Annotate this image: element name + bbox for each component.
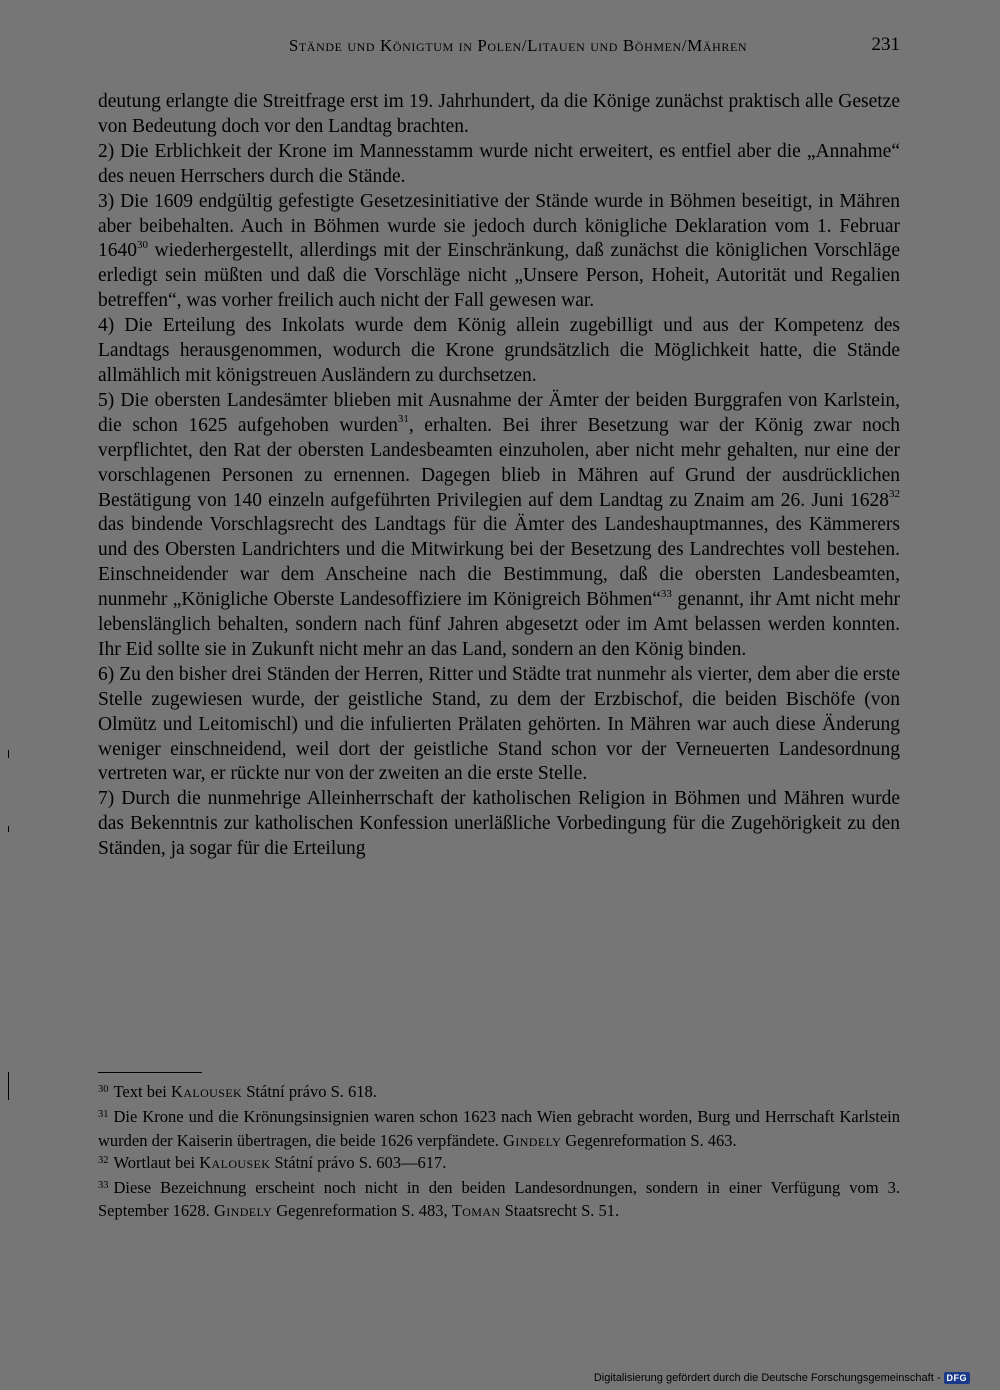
running-head — [98, 36, 900, 60]
footnote-text: Wortlaut bei — [113, 1152, 200, 1172]
scan-margin-mark — [8, 826, 9, 832]
footnote-number: 33 — [98, 1180, 109, 1192]
paragraph-point-3 — [98, 190, 900, 315]
footnote-33 — [98, 1178, 900, 1222]
paragraph-point-4: 4) Die Erteilung des Inkolats wurde dem König allein zugebilligt und aus der Kompetenz des Landtags herausgenommen, wodurch die Krone grundsätzlich die Möglichkeit hatte, die Stände allmählich mit königstreuen Ausländern zu durchsetzen. — [98, 315, 900, 386]
footnote-number: 30 — [98, 1084, 109, 1095]
footnote-text: Staatsrecht S. 51. — [500, 1201, 620, 1221]
footnote-ref-32: 32 — [889, 488, 900, 500]
footnote-text: Die Krone und die Krönungsinsignien waren schon 1623 nach Wien gebracht worden, Burg und Herrschaft Karlstein wurden der Kaiserin übertragen, die beide 1626 verpfändete. — [98, 1107, 900, 1150]
running-title: Stände und Königtum in Polen/Litauen und Böhmen/Mähren — [288, 36, 748, 55]
footnote-text: Státní právo S. 618. — [242, 1082, 377, 1101]
paragraph-text: 3) Die 1609 endgültig gefestigte Gesetzesinitiative der Stände wurde in Böhmen beseitigt, in Mähren aber beibehalten. Auch in Böhmen wurde sie jedoch durch königliche Deklaration vom 1. Februar 1640 — [98, 190, 900, 262]
footnote-author: Gindely — [213, 1201, 273, 1221]
footnote-text: Gegenreformation S. 463. — [561, 1130, 737, 1150]
main-text — [98, 90, 900, 862]
paragraph-point-7: 7) Durch die nunmehrige Alleinherrschaft der katholischen Religion in Böhmen und Mähren wurde das Bekenntnis zur katholischen Konfession unerläßliche Vorbedingung für die Zugehörigkeit zu den Ständen, ja sogar für die Erteilung — [98, 788, 900, 860]
footnotes — [98, 1082, 900, 1224]
scan-margin-mark — [8, 750, 9, 758]
footnote-31 — [98, 1107, 900, 1151]
footnote-ref-31: 31 — [397, 413, 409, 426]
paragraph-point-5 — [98, 389, 900, 663]
footnote-32 — [98, 1153, 900, 1176]
paragraph-point-2: 2) Die Erblichkeit der Krone im Mannesstamm wurde nicht erweitert, es entfiel aber die „Annahme“ des neuen Herrschers durch die Stände. — [98, 140, 900, 187]
footnote-text: Diese Bezeichnung erscheint noch nicht in den beiden Landesordnungen, sondern in einer Verfügung vom 3. September 1628. — [98, 1178, 900, 1221]
footnote-number: 32 — [98, 1154, 109, 1166]
footnote-30 — [98, 1082, 900, 1105]
page-number: 231 — [871, 34, 900, 55]
paragraph-text: 5) Die obersten Landesämter blieben mit Ausnahme der Ämter der beiden Burggrafen von Karlstein, die schon 1625 aufgehoben wurden — [98, 389, 900, 436]
paragraph-text: , erhalten. Bei ihrer Besetzung war der König zwar noch verpflichtet, den Rat der obersten Landesbeamten einzuholen, aber nicht mehr gehalten, nur eine der vorschlagenen Personen zu ernennen. Dagegen blieb in Mähren auf Grund der ausdrücklichen Bestätigung von 140 einzeln aufgeführten Privilegien auf dem Landtag zu Znaim am 26. Juni 1628 — [98, 414, 900, 511]
paragraph-point-6: 6) Zu den bisher drei Ständen der Herren, Ritter und Städte trat nunmehr als vierter, dem aber die erste Stelle zugewiesen wurde, der geistliche Stand, zu dem der Erzbischof, die beiden Bischöfe (von Olmütz und Leitomischl) und die infulierten Prälaten gehörten. In Mähren war auch diese Änderung weniger einschneidend, weil dort der geistliche Stand schon vor der Verneuerten Landesordnung vertreten war, er rückte nur von der zweiten an die erste Stelle. — [98, 663, 900, 785]
digitization-credit — [594, 1368, 970, 1388]
paragraph-text: das bindende Vorschlagsrecht des Landtags für die Ämter des Landeshauptmannes, des Kämmerers und des Obersten Landrichters und die Mitwirkung bei der Besetzung des Landrechtes voll bestehen. Einschneidender war dem Anscheine nach die Bestimmung, daß die obersten Landesbeamten, nunmehr „Königliche Oberste Landesoffiziere im Königreich Böhmen“ — [98, 514, 900, 611]
footnote-ref-33: 33 — [660, 587, 672, 600]
scan-margin-mark — [8, 1072, 9, 1100]
footnote-author: Toman — [451, 1201, 501, 1221]
footnote-author: Kalousek — [199, 1152, 271, 1172]
footnote-text: Státní právo S. 603—617. — [270, 1152, 447, 1172]
dfg-logo-icon: DFG — [944, 1372, 971, 1384]
paragraph-text: genannt, ihr Amt nicht mehr lebenslänglich behalten, sondern nach fünf Jahren abgesetzt oder im Amt belassen werden konnten. Ihr Eid sollte sie in Zukunft nicht mehr an das Land, sondern an den König binden. — [98, 589, 900, 660]
footnote-text: Gegenreformation S. 483, — [272, 1201, 452, 1221]
footnote-author: Kalousek — [171, 1082, 243, 1101]
footnote-ref-30: 30 — [137, 238, 148, 251]
footnote-text: Text bei — [113, 1082, 171, 1101]
footnote-number: 31 — [98, 1109, 109, 1121]
digitization-text: Digitalisierung gefördert durch die Deutsche Forschungsgemeinschaft - — [593, 1372, 941, 1384]
footnote-author: Gindely — [503, 1130, 562, 1150]
footnote-divider — [98, 1072, 202, 1073]
paragraph-continuation: deutung erlangte die Streitfrage erst im 19. Jahrhundert, da die Könige zunächst praktisch alle Gesetze von Bedeutung doch vor den Landtag brachten. — [98, 91, 900, 137]
paragraph-text: wiederhergestellt, allerdings mit der Einschränkung, daß zunächst die königlichen Vorschläge erledigt sein müßten und daß die Vorschläge nicht „Unsere Person, Hoheit, Autorität und Regalien betreffen“, was vorher freilich auch nicht der Fall gewesen war. — [98, 240, 901, 312]
